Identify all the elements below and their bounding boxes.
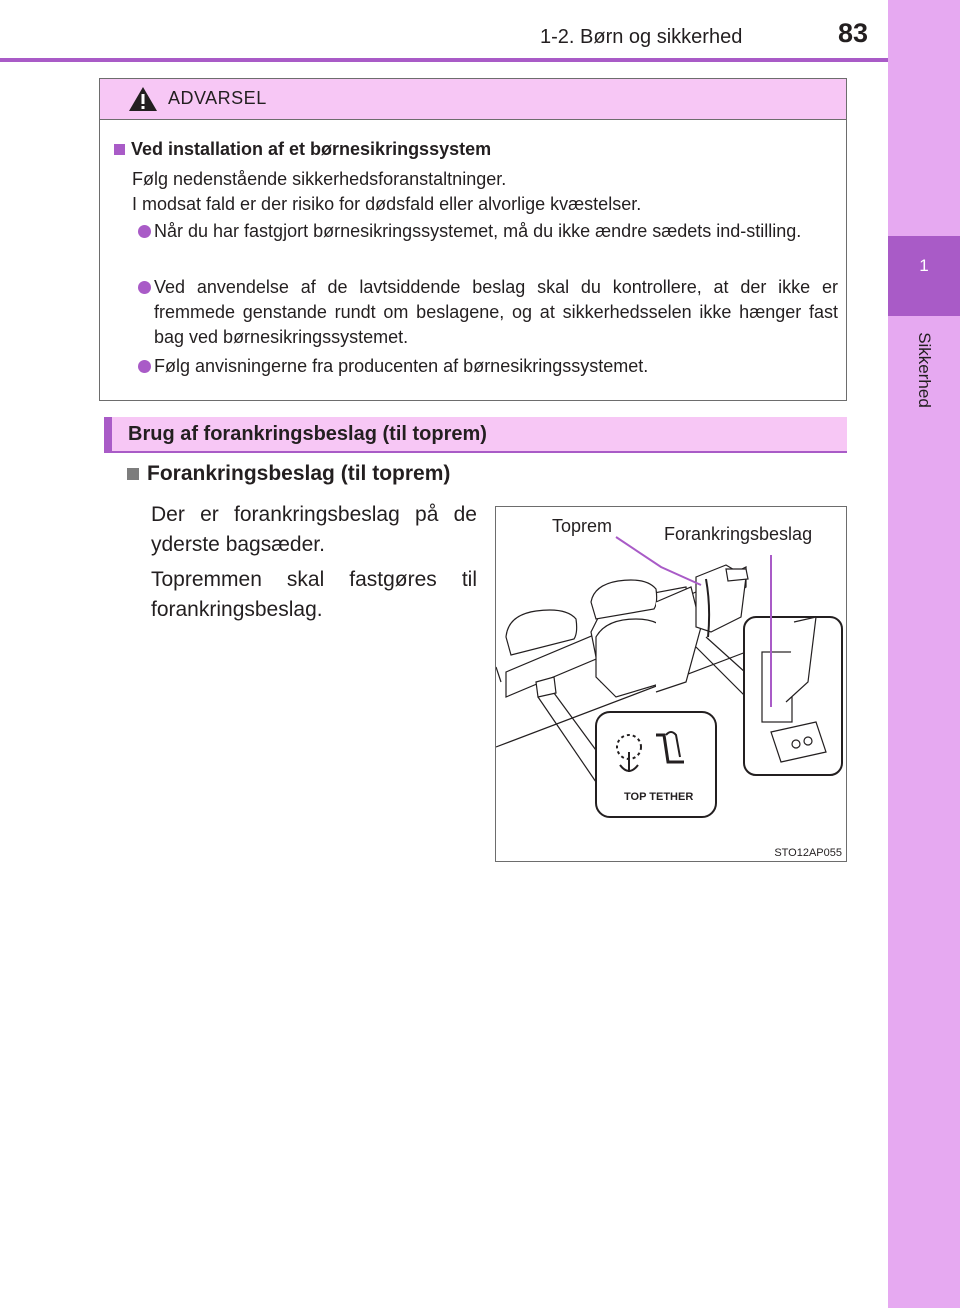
label-toprem: Toprem [552,516,613,536]
warning-title: ADVARSEL [168,88,267,108]
section-title-bar [104,417,847,453]
warning-box [99,78,847,401]
square-bullet-icon [114,144,125,155]
warning-bullet: Ved anvendelse af de lavtsiddende beslag skal du kontrollere, at der ikke er fremmede genstande rundt om beslagene, og at sikkerhedsselen ikke hænger fast bag ved børnesikringssystemet. [114,275,838,350]
illustration [495,506,847,862]
paragraph: Der er forankringsbeslag på de yderste bagsæder. [151,503,477,556]
section-title: Brug af forankringsbeslag (til toprem) [128,423,487,445]
subheading: Forankringsbeslag (til toprem) [127,462,450,486]
page-number: 83 [838,18,869,48]
warning-intro: Følg nedenstående sikkerhedsforanstaltninger. I modsat fald er der risiko for dødsfald eller alvorlige kvæstelser. [132,169,642,214]
header-rule [0,58,888,62]
warning-heading: Ved installation af et børnesikringssystem [114,139,491,160]
paragraph: Topremmen skal fastgøres til forankringsbeslag. [151,568,477,621]
badge-label: TOP TETHER [624,791,694,803]
figure-code: STO12AP055 [774,847,842,859]
warning-header [100,79,846,120]
side-strip [888,0,960,1308]
warning-bullet: Når du har fastgjort børnesikringssystemet, må du ikke ændre sædets ind-stilling. [114,219,838,244]
warning-triangle-icon [128,86,158,112]
square-bullet-icon [127,468,139,480]
chapter-label: Sikkerhed [915,332,934,408]
warning-bullet: Følg anvisningerne fra producenten af børnesikringssystemet. [114,354,838,379]
label-forankringsbeslag: Forankringsbeslag [664,524,813,544]
bullet-dot-icon [138,360,151,373]
seat-illustration [496,507,845,860]
bullet-dot-icon [138,225,151,238]
chapter-tab [888,236,960,316]
running-header: 1-2. Børn og sikkerhed [540,26,743,48]
bullet-dot-icon [138,281,151,294]
chapter-number: 1 [919,256,929,275]
